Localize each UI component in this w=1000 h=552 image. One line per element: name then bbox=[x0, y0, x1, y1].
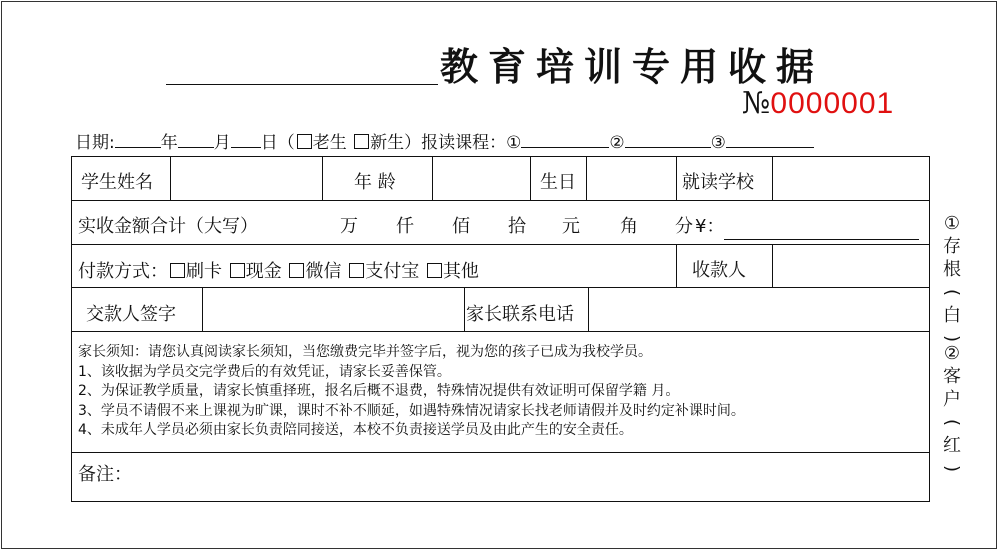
yen-label: ¥： bbox=[695, 216, 725, 237]
month-field[interactable] bbox=[178, 131, 214, 148]
notice-line: 2、为保证教学质量，请家长慎重择班，报名后概不退费，特殊情况提供有效证明可保留学籍 月。 bbox=[78, 383, 680, 399]
cash-label: 现金 bbox=[245, 261, 282, 282]
unit-qian: 仟 bbox=[396, 216, 414, 237]
card-checkbox[interactable] bbox=[170, 263, 185, 278]
copy-number: ① bbox=[943, 213, 961, 234]
birthday-label: 生日 bbox=[540, 172, 576, 193]
serial-prefix: № bbox=[742, 86, 771, 121]
copy-char: 红 bbox=[943, 435, 961, 456]
amount-label: 实收金额合计（大写） bbox=[78, 216, 258, 237]
col-divider bbox=[202, 287, 203, 331]
payment-method-label bbox=[78, 257, 479, 283]
course-2-marker: ② bbox=[609, 133, 625, 153]
stub-copy-label bbox=[940, 212, 964, 350]
old-student-checkbox[interactable] bbox=[297, 134, 312, 149]
copy-char: 白 bbox=[943, 305, 961, 326]
unit-fen: 分 bbox=[675, 216, 693, 237]
parent-phone-label: 家长联系电话 bbox=[466, 304, 574, 325]
col-divider bbox=[588, 287, 589, 331]
copy-char: ( bbox=[941, 418, 963, 427]
unit-jiao: 角 bbox=[620, 216, 638, 237]
year-field[interactable] bbox=[115, 131, 161, 148]
parent-notice bbox=[78, 343, 745, 441]
alipay-label: 支付宝 bbox=[365, 261, 420, 282]
serial-number bbox=[742, 86, 894, 121]
row-divider bbox=[72, 331, 929, 332]
col-divider bbox=[772, 244, 773, 287]
wechat-checkbox[interactable] bbox=[289, 263, 304, 278]
age-label: 年 龄 bbox=[354, 172, 396, 193]
payer-signature-label: 交款人签字 bbox=[86, 304, 176, 325]
col-divider bbox=[322, 157, 323, 200]
col-divider bbox=[772, 157, 773, 200]
receipt-table bbox=[71, 156, 930, 502]
other-checkbox[interactable] bbox=[427, 263, 442, 278]
amount-numeric-field[interactable] bbox=[724, 221, 919, 240]
copy-char: ) bbox=[941, 334, 963, 343]
row-divider bbox=[72, 452, 929, 453]
copy-char: 根 bbox=[943, 259, 961, 280]
course-label: 报读课程： bbox=[421, 133, 507, 153]
notice-line: 3、学员不请假不来上课视为旷课，课时不补不顺延，如遇特殊情况请家长找老师请假并及时约定补课时间。 bbox=[78, 402, 745, 419]
course-1-marker: ① bbox=[506, 133, 522, 153]
cash-checkbox[interactable] bbox=[230, 263, 245, 278]
notice-line: 家长须知：请您认真阅读家长须知，当您缴费完毕并签字后，视为您的孩子已成为我校学员。 bbox=[78, 344, 652, 360]
unit-yuan: 元 bbox=[562, 216, 580, 237]
unit-bai: 佰 bbox=[452, 216, 470, 237]
row-divider bbox=[72, 287, 929, 288]
wechat-label: 微信 bbox=[305, 261, 342, 282]
date-label: 日期: bbox=[75, 133, 115, 153]
payee-label: 收款人 bbox=[692, 260, 746, 281]
course-3-marker: ③ bbox=[710, 133, 726, 153]
col-divider bbox=[676, 157, 677, 200]
notice-line: 1、该收据为学员交完学费后的有效凭证，请家长妥善保管。 bbox=[78, 363, 451, 380]
other-label: 其他 bbox=[442, 261, 479, 282]
date-course-row bbox=[75, 128, 814, 153]
day-label: 日（ bbox=[260, 133, 295, 153]
notice-line: 4、未成年人学员必须由家长负责陪同接送，本校不负责接送学员及由此产生的安全责任。 bbox=[78, 422, 633, 438]
year-label: 年 bbox=[160, 133, 178, 153]
course-3-field[interactable] bbox=[726, 131, 814, 148]
copy-char: ) bbox=[941, 464, 963, 473]
customer-copy-label bbox=[940, 342, 964, 480]
row-divider bbox=[72, 200, 929, 201]
month-label: 月 bbox=[213, 133, 231, 153]
col-divider bbox=[170, 157, 171, 200]
col-divider bbox=[586, 157, 587, 200]
col-divider bbox=[676, 244, 677, 287]
school-label: 就读学校 bbox=[682, 172, 754, 193]
old-student-label: 老生 bbox=[312, 133, 347, 153]
course-2-field[interactable] bbox=[625, 131, 711, 148]
remarks-label: 备注： bbox=[78, 464, 132, 485]
serial-digits: 0000001 bbox=[770, 87, 895, 120]
new-student-label: 新生） bbox=[370, 133, 422, 153]
col-divider bbox=[464, 287, 465, 331]
alipay-checkbox[interactable] bbox=[349, 263, 364, 278]
new-student-checkbox[interactable] bbox=[354, 134, 369, 149]
col-divider bbox=[530, 157, 531, 200]
copy-char: 存 bbox=[943, 236, 961, 257]
receipt-title: 教育培训专用收据 bbox=[440, 44, 825, 89]
course-1-field[interactable] bbox=[521, 131, 609, 148]
unit-wan: 万 bbox=[340, 216, 358, 237]
copy-char: 户 bbox=[943, 389, 961, 410]
copy-char: 客 bbox=[943, 366, 961, 387]
org-name-blank[interactable] bbox=[166, 84, 438, 85]
copy-char: ( bbox=[941, 288, 963, 297]
student-name-label: 学生姓名 bbox=[81, 172, 153, 193]
card-label: 刷卡 bbox=[186, 261, 222, 282]
unit-shi: 拾 bbox=[508, 216, 526, 237]
col-divider bbox=[432, 157, 433, 200]
copy-number: ② bbox=[943, 343, 961, 364]
row-divider bbox=[72, 244, 929, 245]
payment-label: 付款方式： bbox=[78, 261, 168, 282]
day-field[interactable] bbox=[231, 131, 261, 148]
